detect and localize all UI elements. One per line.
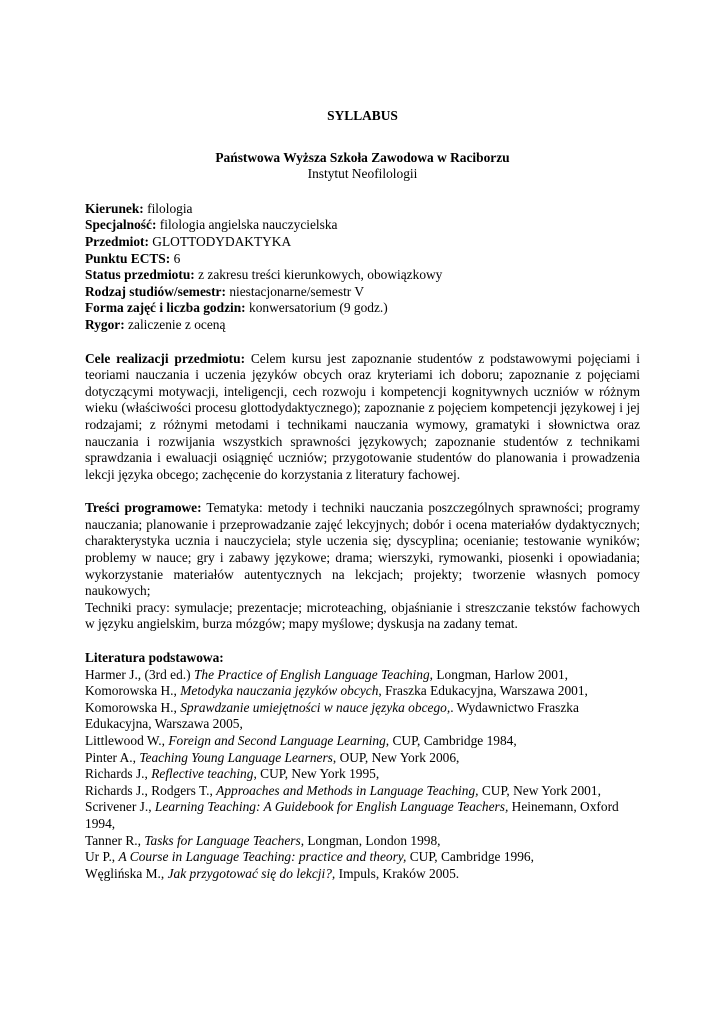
field-ects [85,251,640,268]
field-przedmiot [85,234,640,251]
ref-publisher: , Fraszka Edukacyjna, Warszawa 2001, [378,683,588,699]
goals-label: Cele realizacji przedmiotu: [85,350,246,366]
field-status [85,267,640,284]
ref-title: Reflective teaching [151,766,254,782]
ref-publisher: , Longman, Harlow 2001, [429,666,568,682]
field-value: z zakresu treści kierunkowych, obowiązkowy [194,267,443,283]
ref-author: Węglińska M., [85,865,168,881]
ref-publisher: CUP, New York 2001, [478,782,601,798]
ref-author: Harmer J., (3rd ed.) [85,666,194,682]
literature-heading: Literatura podstawowa: [85,650,224,666]
ref-author: Littlewood W., [85,733,169,748]
ref-author: Komorowska H., [85,683,181,699]
program-label: Treści programowe: [85,500,202,516]
course-goals [85,351,640,484]
field-rodzaj-studiow [85,284,640,301]
literature-item [85,833,640,850]
field-forma-zajec [85,300,640,317]
literature-item [85,866,640,883]
field-value: filologia [143,200,193,216]
ref-title: A Course in Language Teaching: practice and theory, [118,849,407,865]
ref-title: Tasks for Language Teachers [144,832,301,848]
literature-item [85,683,640,700]
field-value: konwersatorium (9 godz.) [245,300,388,316]
literature-item [85,667,640,684]
ref-title: Metodyka nauczania języków obcych [180,683,379,699]
literature-item [85,849,640,866]
field-label: Specjalność: [85,217,157,233]
course-fields [85,201,640,334]
ref-title: Approaches and Methods in Language Teaching, [216,782,479,798]
literature-item [85,700,640,733]
field-value: zaliczenie z oceną [124,316,226,332]
ref-publisher: . Wydawnictwo Fraszka Edukacyjna, Warszawa 2005, [85,699,579,732]
field-label: Kierunek: [85,200,144,216]
ref-title: The Practice of English Language Teaching [193,666,430,682]
ref-author: Tanner R., [85,832,145,848]
ref-publisher: Impuls, Kraków 2005. [335,865,460,881]
literature-item [85,750,640,767]
ref-title: Foreign and Second Language Learning [168,733,386,748]
field-label: Rygor: [85,316,125,332]
school-name: Państwowa Wyższa Szkoła Zawodowa w Raciborzu [215,149,510,165]
literature-list [85,667,640,883]
field-kierunek [85,201,640,218]
ref-publisher: , CUP, New York 1995, [253,766,380,782]
ref-author: Scrivener J., [85,799,155,815]
literature-item [85,766,640,783]
literature-item [85,733,640,750]
ref-title: Learning Teaching: A Guidebook for English Language Teachers, [154,799,509,815]
field-label: Punktu ECTS: [85,250,171,266]
document-title: SYLLABUS [327,108,398,123]
ref-title: Sprawdzanie umiejętności w nauce języka obcego, [180,699,451,715]
ref-title: Teaching Young Language Learners [139,749,333,765]
ref-author: Richards J., [85,766,152,782]
field-label: Przedmiot: [85,233,149,249]
program-text: Tematyka: metody i techniki nauczania poszczególnych sprawności; programy nauczania; planowanie i przeprowadzanie zajęć lekcyjnych; dobór i ocena materiałów dydaktycznych; charakterystyka ucznia i nauczyciela; style uczenia się; dyscyplina; ocenianie; testowanie wyników; problemy w nauce; gry i zabawy językowe; drama; wierszyki, rymowanki, piosenki i opowiadania; wykorzystanie materiałów autentycznych na lekcjach; projekty; tworzenie własnych pomocy naukowych; [85,500,640,599]
literature-item [85,783,640,800]
field-specjalnosc [85,217,640,234]
ref-publisher: , Longman, London 1998, [300,832,441,848]
field-value: GLOTTODYDAKTYKA [148,233,292,249]
institute-name: Instytut Neofilologii [307,166,418,182]
ref-publisher: , CUP, Cambridge 1984, [385,733,517,748]
field-value: niestacjonarne/semestr V [225,283,365,299]
ref-author: Komorowska H., [85,699,181,715]
syllabus-content [85,108,640,882]
field-value: 6 [170,250,181,266]
field-value: filologia angielska nauczycielska [156,217,338,233]
ref-publisher: Heinemann, Oxford 1994, [85,799,619,831]
ref-author: Pinter A., [85,749,140,765]
ref-publisher: CUP, Cambridge 1996, [406,849,534,865]
ref-author: Richards J., Rodgers T., [85,782,217,798]
field-label: Status przedmiotu: [85,267,195,283]
ref-title: Jak przygotować się do lekcji?, [167,865,336,881]
literature-item [85,799,640,832]
program-techniques: Techniki pracy: symulacje; prezentacje; microteaching, objaśnianie i streszczanie tekstów fachowych w języku angielskim, burza mózgów; mapy myślowe; dyskusja na zadany temat. [85,599,640,632]
field-rygor [85,317,640,334]
field-label: Rodzaj studiów/semestr: [85,283,226,299]
goals-text: Celem kursu jest zapoznanie studentów z podstawowymi pojęciami i teoriami nauczania i uczenia języków obcych oraz kryteriami ich doboru; zapoznanie z pojęciami dotyczącymi motywacji, inteligencji, cech rozwoju i kompetencji kognitywnych uczniów w różnym wieku (właściwości procesu glottodydaktycznego); zapoznanie z pojęciem kompetencji językowej i jej rodzajami; z różnymi metodami i technikami nauczania wymowy, gramatyki i słownictwa oraz nauczania i rozwijania wszystkich sprawności językowych; zapoznanie studentów z technikami sprawdzania i ewaluacji osiągnięć uczniów; przygotowanie studentów do planowania i prowadzenia lekcji języka obcego; zachęcenie do korzystania z literatury fachowej. [85,350,640,482]
ref-publisher: , OUP, New York 2006, [332,749,460,765]
field-label: Forma zajęć i liczba godzin: [85,300,246,316]
ref-author: Ur P., [85,849,119,865]
program-content [85,500,640,600]
